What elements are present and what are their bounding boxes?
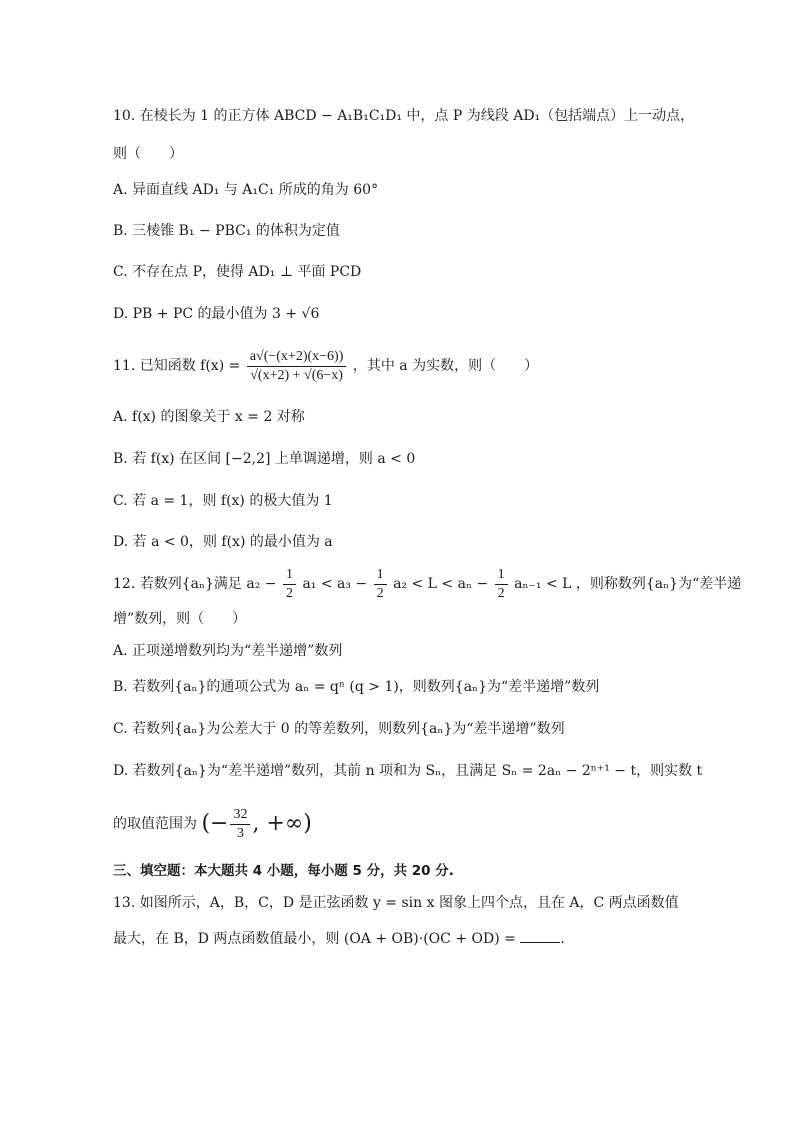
q12-d-range-right: , +∞) bbox=[252, 811, 312, 836]
q12-option-c: C. 若数列{aₙ}为公差大于 0 的等差数列，则数列{aₙ}为“差半递增”数列 bbox=[113, 721, 565, 737]
q11-function-fraction bbox=[247, 349, 347, 384]
q13-line2-suffix: . bbox=[560, 931, 565, 947]
q12-option-a: A. 正项递增数列均为“差半递增”数列 bbox=[113, 643, 343, 659]
q12-stem-line2: 增”数列，则（ ） bbox=[113, 611, 247, 627]
q10-option-b: B. 三棱锥 B₁ − PBC₁ 的体积为定值 bbox=[113, 223, 340, 239]
frac-num: 1 bbox=[495, 567, 508, 585]
q13-line2-prefix: 最大，在 B，D 两点函数值最小，则 (OA + OB)·(OC + OD) = bbox=[113, 931, 516, 947]
q11-numerator: a√(−(x+2)(x−6)) bbox=[247, 349, 347, 367]
q12-option-d-line2 bbox=[113, 804, 312, 844]
q12-half-fraction-3 bbox=[495, 567, 508, 602]
q12-half-fraction-1 bbox=[283, 567, 296, 602]
section-header-fill-in: 三、填空题：本大题共 4 小题，每小题 5 分，共 20 分. bbox=[113, 863, 454, 879]
q13-answer-blank[interactable] bbox=[520, 928, 560, 943]
q11-stem bbox=[113, 346, 538, 386]
q10-stem-line1: 10. 在棱长为 1 的正方体 ABCD − A₁B₁C₁D₁ 中，点 P 为线段 AD₁（包括端点）上一动点， bbox=[113, 108, 695, 124]
frac-den: 2 bbox=[376, 585, 384, 601]
q13-stem-line1: 13. 如图所示，A，B，C，D 是正弦函数 y = sin x 图象上四个点，且在 A，C 两点函数值 bbox=[113, 895, 679, 911]
frac-den: 2 bbox=[285, 585, 293, 601]
q12-half-fraction-2 bbox=[374, 567, 387, 602]
q11-suffix: ，其中 a 为实数，则（ ） bbox=[352, 358, 539, 374]
q12-d-range-left: (− bbox=[201, 811, 229, 836]
frac-num: 32 bbox=[230, 807, 250, 825]
q11-option-a: A. f(x) 的图象关于 x = 2 对称 bbox=[113, 409, 305, 425]
q12-stem-line1 bbox=[113, 566, 741, 602]
q11-denominator: √(x+2) + √(6−x) bbox=[250, 367, 343, 383]
q12-option-b: B. 若数列{aₙ}的通项公式为 aₙ = qⁿ (q > 1)，则数列{aₙ}为“差半递增”数列 bbox=[113, 679, 600, 695]
frac-den: 3 bbox=[236, 825, 244, 841]
q10-option-c: C. 不存在点 P，使得 AD₁ ⊥ 平面 PCD bbox=[113, 264, 362, 280]
q11-option-b: B. 若 f(x) 在区间 [−2,2] 上单调递增，则 a < 0 bbox=[113, 451, 416, 467]
q13-stem-line2 bbox=[113, 928, 565, 949]
q12-prefix: 12. 若数列{aₙ}满足 a₂ − bbox=[113, 576, 277, 592]
frac-num: 1 bbox=[283, 567, 296, 585]
q11-option-d: D. 若 a < 0，则 f(x) 的最小值为 a bbox=[113, 534, 333, 550]
q12-option-d-line1: D. 若数列{aₙ}为“差半递增”数列，其前 n 项和为 Sₙ，且满足 Sₙ = 2aₙ − 2ⁿ⁺¹ − t，则实数 t bbox=[113, 763, 703, 779]
q10-stem-line2: 则（ ） bbox=[113, 146, 183, 162]
frac-num: 1 bbox=[374, 567, 387, 585]
q12-suffix: aₙ₋₁ < L ，则称数列{aₙ}为“差半递 bbox=[514, 576, 742, 592]
q12-d-range-prefix: 的取值范围为 bbox=[113, 816, 197, 832]
frac-den: 2 bbox=[497, 585, 505, 601]
q12-seg1: a₁ < a₃ − bbox=[302, 576, 368, 592]
q10-option-d: D. PB + PC 的最小值为 3 + √6 bbox=[113, 306, 320, 322]
q12-seg2: a₂ < L < aₙ − bbox=[393, 576, 489, 592]
q12-d-range-fraction bbox=[230, 807, 250, 842]
q11-prefix: 11. 已知函数 f(x) = bbox=[113, 358, 241, 374]
q10-option-a: A. 异面直线 AD₁ 与 A₁C₁ 所成的角为 60° bbox=[113, 182, 379, 198]
q11-option-c: C. 若 a = 1，则 f(x) 的极大值为 1 bbox=[113, 493, 333, 509]
